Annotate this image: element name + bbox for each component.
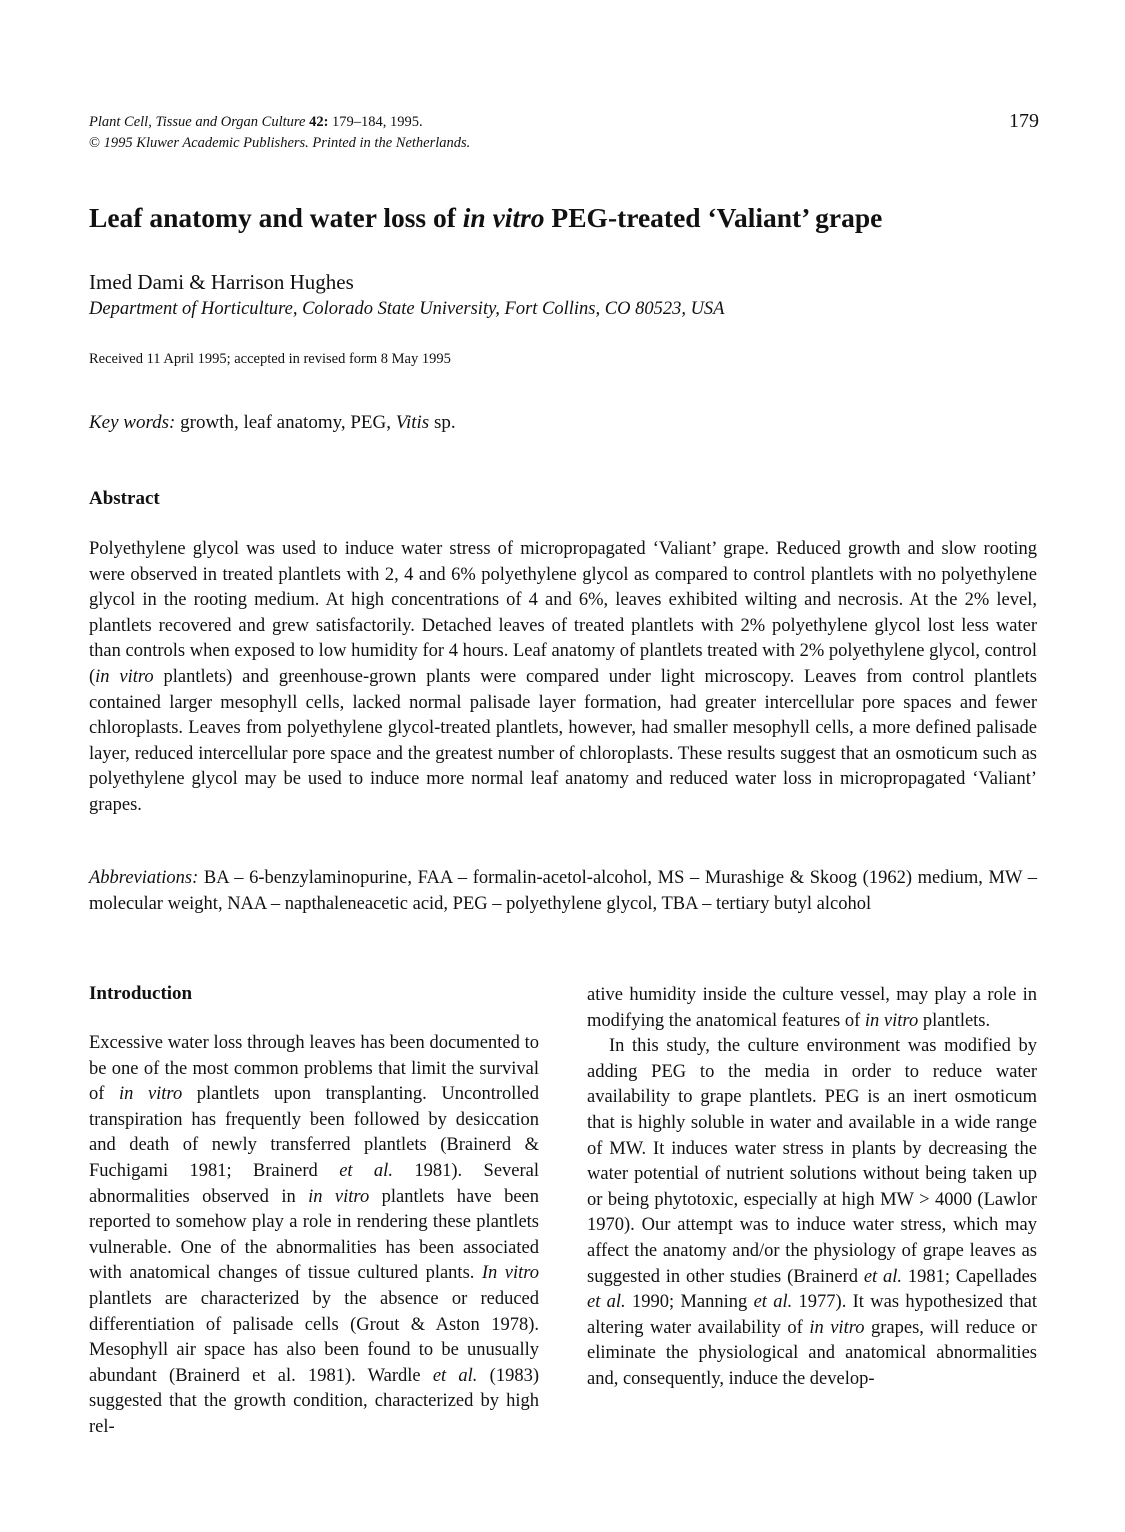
received-dates: Received 11 April 1995; accepted in revised form 8 May 1995	[89, 351, 451, 367]
abbreviations-label: Abbreviations:	[89, 868, 199, 888]
title-text: Leaf anatomy and water loss of	[89, 202, 463, 233]
intro-italic: et al.	[587, 1292, 626, 1313]
page-number: 179	[1009, 110, 1039, 132]
intro-text: 1981). Several abnormalities observed in	[89, 1160, 539, 1207]
journal-name: Plant Cell, Tissue and Organ Culture	[89, 114, 306, 130]
abbreviations-text: BA – 6-benzylaminopurine, FAA – formalin-acetol-alcohol, MS – Murashige & Skoog (1962) medium, MW – molecular weight, NAA – napthaleneacetic acid, PEG – polyethylene glycol, TBA – tertiary butyl alcohol	[89, 868, 1037, 914]
intro-text: Excessive water loss through leaves has been documented to be one of the most common problems that limit the survival of	[89, 1033, 539, 1105]
journal-volume: 42:	[309, 114, 329, 130]
copyright-line	[89, 133, 789, 154]
intro-text: plantlets are characterized by the absence or reduced differentiation of palisade cells (Grout & Aston 1978). Mesophyll air space has also been found to be unusually abundant (Brainerd et al. 1981). Wardle	[89, 1288, 539, 1386]
copyright-text: 1995 Kluwer Academic Publishers. Printed in the Netherlands.	[100, 135, 471, 151]
paper-title	[89, 200, 1049, 236]
abstract-text-1: Polyethylene glycol was used to induce water stress of micropropagated ‘Valiant’ grape. Reduced growth and slow rooting were observed in treated plantlets with 2, 4 and 6% polyethylene glycol as compared to control plantlets with no polyethylene glycol in the rooting medium. At high concentrations of 4 and 6%, leaves exhibited wilting and necrosis. At the 2% level, plantlets recovered and grew satisfactorily. Detached leaves of treated plantlets with 2% polyethylene glycol lost less water than controls when exposed to low humidity for 4 hours. Leaf anatomy of plantlets treated with 2% polyethylene glycol, control (	[89, 539, 1037, 687]
intro-text: plantlets.	[918, 1010, 991, 1031]
title-italic: in vitro	[462, 202, 545, 233]
introduction-column-left	[89, 1031, 539, 1441]
abstract-text-2: plantlets) and greenhouse-grown plants were compared under light microscopy. Leaves from control plantlets contained larger mesophyll cells, lacked normal palisade layer formation, had greater intercellular pore spaces and fewer chloroplasts. Leaves from polyethylene glycol-treated plantlets, however, had smaller mesophyll cells, a more defined palisade layer, reduced intercellular pore space and the greatest number of chloroplasts. These results suggest that an osmoticum such as polyethylene glycol may be used to induce more normal leaf anatomy and reduced water loss in micropropagated ‘Valiant’ grapes.	[89, 666, 1037, 815]
abstract-body	[89, 537, 1037, 819]
keywords-text: growth, leaf anatomy, PEG,	[175, 412, 396, 433]
intro-text: (1983) suggested that the growth condition, characterized by high rel-	[89, 1365, 539, 1437]
intro-italic: et al.	[863, 1266, 903, 1287]
intro-italic: et al.	[339, 1160, 393, 1181]
intro-text: In this study, the culture environment was modified by adding PEG to the media in order to reduce water availability to grape plantlets. PEG is an inert osmoticum that is highly soluble in water and available in a wide range of MW. It induces water stress in plants by decreasing the water potential of nutrient solutions without being taken up or being phytotoxic, especially at high MW > 4000 (Lawlor 1970). Our attempt was to induce water stress, which may affect the anatomy and/or the physiology of grape leaves as suggested in other studies (Brainerd	[587, 1036, 1037, 1287]
introduction-paragraph-continued	[587, 983, 1037, 1034]
intro-text: plantlets upon transplanting. Uncontrolled transpiration has frequently been followed by desiccation and death of newly transferred plantlets (Brainerd & Fuchigami 1981; Brainerd	[89, 1084, 539, 1181]
intro-italic: in vitro	[308, 1186, 370, 1207]
affiliation: Department of Horticulture, Colorado State University, Fort Collins, CO 80523, USA	[89, 299, 725, 319]
intro-text: 1990; Manning	[625, 1292, 754, 1313]
introduction-paragraph	[587, 1034, 1037, 1392]
keywords-label: Key words:	[89, 412, 176, 433]
intro-italic: et al.	[753, 1292, 793, 1313]
intro-italic: in vitro	[118, 1084, 183, 1105]
authors: Imed Dami & Harrison Hughes	[89, 270, 354, 294]
intro-italic: In vitro	[481, 1263, 540, 1284]
journal-pages: 179–184, 1995.	[328, 114, 423, 130]
intro-italic: et al.	[432, 1365, 478, 1386]
journal-line	[89, 112, 789, 133]
introduction-heading: Introduction	[89, 983, 193, 1004]
keywords-italic: Vitis	[395, 412, 430, 433]
intro-text: 1981; Capellades	[902, 1266, 1037, 1287]
intro-italic: in vitro	[809, 1317, 865, 1338]
journal-citation	[89, 112, 789, 154]
title-text-end: PEG-treated ‘Valiant’ grape	[544, 202, 883, 233]
intro-text: 1977). It was hypothesized that altering water availability of	[587, 1292, 1037, 1338]
keywords-text-end: sp.	[429, 412, 456, 433]
intro-text: grapes, will reduce or eliminate the physiological and anatomical abnormalities and, consequently, induce the develop-	[587, 1317, 1037, 1389]
abbreviations	[89, 866, 1037, 917]
abstract-heading: Abstract	[89, 488, 160, 509]
intro-text: plantlets have been reported to somehow play a role in rendering these plantlets vulnerable. One of the abnormalities has been associated with anatomical changes of tissue cultured plants.	[89, 1186, 539, 1284]
introduction-column-right	[587, 983, 1037, 1393]
intro-italic: in vitro	[864, 1010, 919, 1031]
intro-text: ative humidity inside the culture vessel, may play a role in modifying the anatomical features of	[587, 985, 1037, 1031]
introduction-paragraph	[89, 1031, 539, 1441]
abstract-italic-1: in vitro	[95, 666, 154, 687]
copyright-icon: ©	[89, 135, 101, 151]
keywords	[89, 410, 1049, 436]
